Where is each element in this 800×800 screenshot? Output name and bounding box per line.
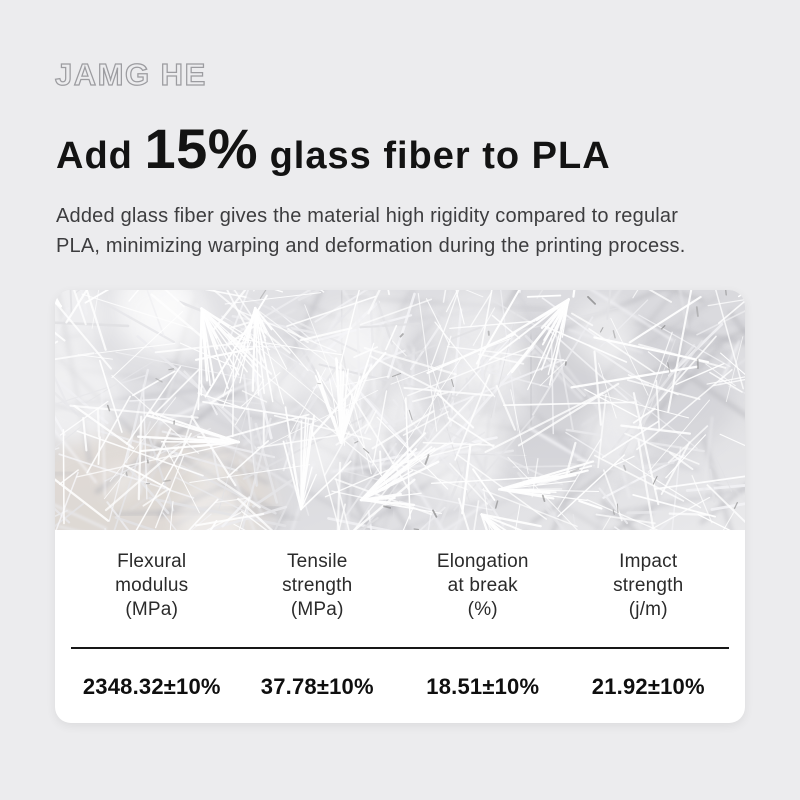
brand-logo [54,54,294,94]
header-line: strength [613,575,684,596]
title-suffix: glass fiber to PLA [269,135,611,177]
spec-header-impact-strength [566,550,732,622]
header-line: Elongation [436,551,529,572]
header-unit: (j/m) [628,599,668,620]
header-line: Impact [619,551,678,572]
value-elongation-at-break: 18.51±10% [426,674,540,699]
header-line: strength [282,575,353,596]
hero-description-line2: PLA, minimizing warping and deformation during the printing process. [56,235,686,257]
header-line: at break [447,575,518,596]
header-unit: (MPa) [290,599,344,620]
glass-fiber-photo [55,290,745,530]
page-title [56,117,611,180]
hero-description-line1: Added glass fiber gives the material high rigidity compared to regular [56,205,679,227]
brand-logo-outline-svg [54,54,294,94]
title-prefix: Add [56,135,133,177]
header-line: Tensile [286,551,348,572]
spec-header-elongation-at-break [400,550,566,622]
hero-description [56,201,685,261]
header-line: modulus [115,575,189,596]
spec-card [55,290,745,723]
value-flexural-modulus: 2348.32±10% [82,674,221,699]
value-tensile-strength: 37.78±10% [260,674,374,699]
spec-header-tensile-strength [235,550,401,622]
brand-logo-text: JAMG HE [55,57,207,92]
table-divider-line [71,647,729,649]
header-line: Flexural [117,551,187,572]
spec-table-header-row [69,550,731,622]
value-impact-strength: 21.92±10% [591,674,705,699]
spec-table-value-row [69,674,731,700]
spec-table [55,530,745,700]
header-unit: (MPa) [125,599,179,620]
spec-header-flexural-modulus [69,550,235,622]
header-unit: (%) [467,599,498,620]
title-highlight-percentage: 15% [144,117,259,180]
